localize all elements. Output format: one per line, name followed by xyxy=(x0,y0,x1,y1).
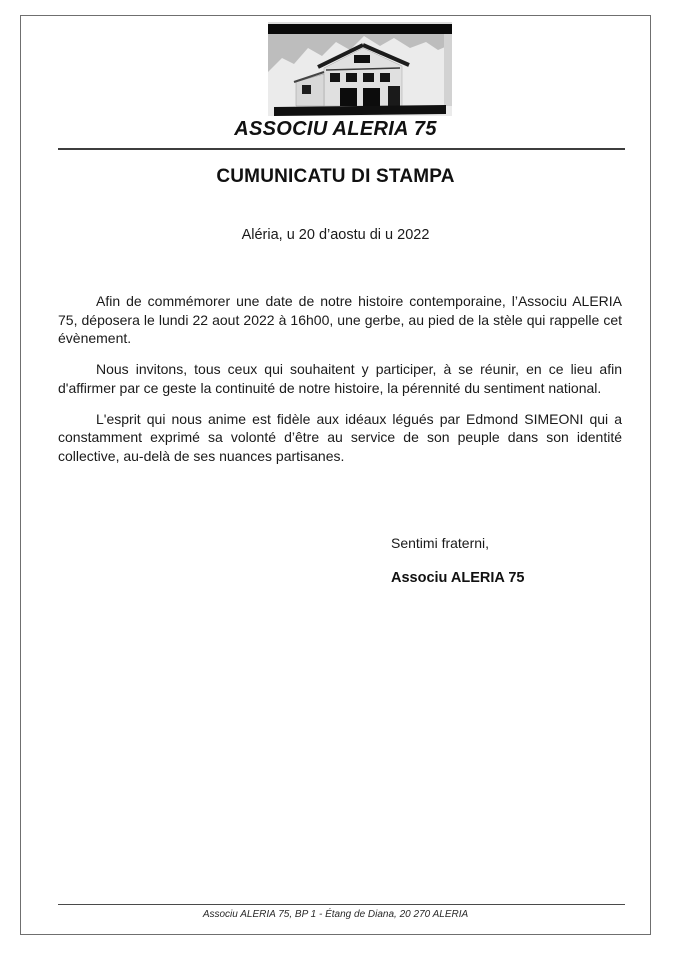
press-release-heading: CUMUNICATU DI STAMPA xyxy=(216,166,455,187)
title-divider-rule xyxy=(58,148,625,150)
footer-address: Associu ALERIA 75, BP 1 - Étang de Diana, 20 270 ALERIA xyxy=(202,909,469,920)
signature-line: Associu ALERIA 75 xyxy=(391,570,525,586)
signoff-block xyxy=(391,534,525,588)
footer-divider-rule xyxy=(58,904,625,905)
paragraph-2: Nous invitons, tous ceux qui souhaitent y participer, à se réunir, en ce lieu afin d'affirmer par ce geste la continuité de notre histoire, la pérennité du sentiment national. xyxy=(58,361,622,396)
closing-line: Sentimi fraterni, xyxy=(391,535,490,551)
letter-body xyxy=(58,292,622,478)
document-page xyxy=(20,15,651,935)
paragraph-1: Afin de commémorer une date de notre histoire contemporaine, l’Associu ALERIA 75, déposera le lundi 22 aout 2022 à 16h00, une gerbe, au pied de la stèle qui rappelle cet évènement. xyxy=(58,293,622,346)
paragraph-3: L'esprit qui nous anime est fidèle aux idéaux légués par Edmond SIMEONI qui a constamment exprimé sa volonté d’être au service de son peuple dans son identité collective, au-delà de ses nuances partisanes. xyxy=(58,410,622,464)
org-title: ASSOCIU ALERIA 75 xyxy=(234,118,437,140)
dateline: Aléria, u 20 d’aostu di u 2022 xyxy=(241,227,430,243)
building-photo xyxy=(268,22,452,116)
building-photo-drawing xyxy=(268,22,452,116)
